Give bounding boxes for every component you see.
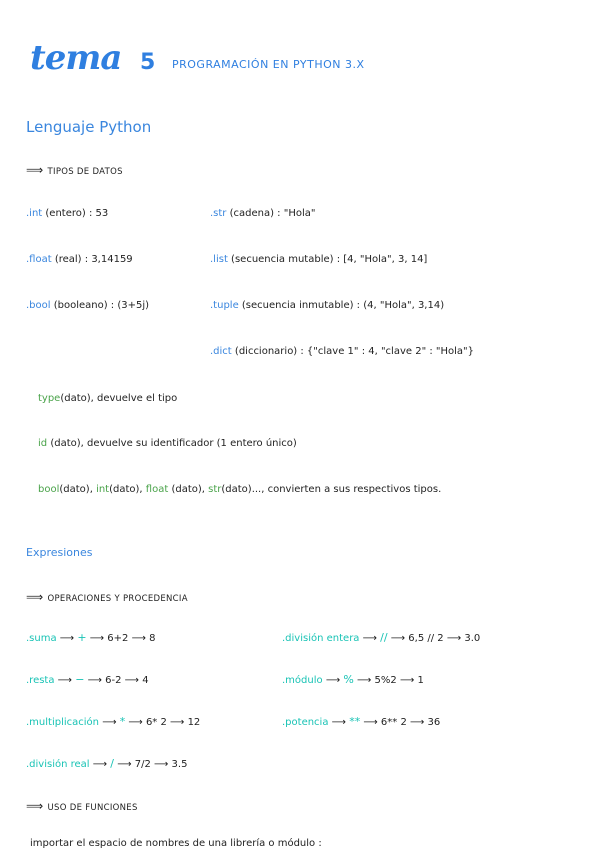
function-name: type — [38, 393, 61, 404]
func-id — [38, 438, 297, 449]
op-division-real — [26, 757, 187, 770]
result: 4 — [142, 675, 149, 686]
function-name: int — [96, 484, 110, 495]
type-float — [26, 254, 133, 265]
func-conversions — [38, 484, 441, 495]
op-multiplicacion — [26, 715, 200, 728]
keyword: .int — [26, 208, 43, 219]
arrow-icon: ⟶ — [410, 717, 425, 728]
result: 3.0 — [464, 633, 481, 644]
page-subtitle: PROGRAMACIÓN EN PYTHON 3.X — [172, 58, 365, 71]
arrow-icon: ⟶ — [92, 759, 108, 770]
type-tuple — [210, 300, 444, 311]
op-suma — [26, 631, 155, 644]
operator-symbol: ** — [349, 715, 361, 728]
func-type — [38, 393, 177, 404]
op-resta — [26, 673, 149, 686]
type-desc: (secuencia mutable) : [4, "Hola", 3, 14] — [227, 254, 428, 265]
arrow-icon: ⟶ — [325, 675, 341, 686]
title-number: 5 — [140, 50, 156, 75]
op-potencia — [282, 715, 440, 728]
title-word: tema — [30, 38, 122, 78]
subheading-label: TIPOS DE DATOS — [47, 167, 123, 177]
type-list — [210, 254, 427, 265]
arrow-icon: ⟶ — [399, 675, 415, 686]
function-name: str — [208, 484, 222, 495]
keyword: .str — [210, 208, 227, 219]
operator-symbol: − — [75, 673, 85, 686]
arrow-icon: ⟶ — [89, 633, 105, 644]
operation-name: .resta — [26, 675, 55, 686]
subheading-tipos — [26, 163, 123, 177]
arrow-icon: ⟶ — [87, 675, 102, 686]
type-desc: (booleano) : (3+5j) — [50, 300, 150, 311]
expression: 6* 2 — [145, 717, 167, 728]
function-name: float — [145, 484, 169, 495]
arrow-icon: ⟶ — [446, 633, 462, 644]
arrow-icon: ⟶ — [131, 633, 146, 644]
operator-symbol: % — [343, 673, 354, 686]
type-desc: (diccionario) : {"clave 1" : 4, "clave 2" : "Hola"} — [231, 346, 475, 357]
function-name: id — [38, 438, 48, 449]
operator-symbol: + — [77, 631, 87, 644]
double-arrow-icon: ⟹ — [26, 163, 44, 177]
type-int — [26, 208, 108, 219]
expression: 6** 2 — [380, 717, 407, 728]
subheading-funciones — [26, 799, 138, 813]
arrow-icon: ⟶ — [154, 759, 169, 770]
type-desc: (entero) : 53 — [42, 208, 109, 219]
arrow-icon: ⟶ — [124, 675, 140, 686]
operation-name: .potencia — [282, 717, 329, 728]
result: 12 — [187, 717, 201, 728]
function-name: bool — [38, 484, 60, 495]
operator-symbol: / — [110, 757, 115, 770]
type-bool — [26, 300, 149, 311]
double-arrow-icon: ⟹ — [26, 799, 44, 813]
expression: 6+2 — [107, 633, 129, 644]
operation-name: .multiplicación — [26, 717, 99, 728]
function-arg: (dato), — [168, 484, 209, 495]
type-desc: (real) : 3,14159 — [51, 254, 133, 265]
subheading-label: USO DE FUNCIONES — [47, 803, 138, 813]
keyword: .float — [26, 254, 52, 265]
op-division-entera — [282, 631, 480, 644]
keyword: .tuple — [210, 300, 239, 311]
operation-name: .módulo — [282, 675, 323, 686]
operation-name: .suma — [26, 633, 57, 644]
function-desc: (dato), devuelve el tipo — [60, 393, 178, 404]
subheading-operaciones — [26, 590, 188, 604]
arrow-icon: ⟶ — [128, 717, 143, 728]
subheading-label: OPERACIONES Y PROCEDENCIA — [47, 594, 188, 604]
keyword: .bool — [26, 300, 51, 311]
section-title-expresiones: Expresiones — [26, 546, 93, 559]
cut-off-line: importar el espacio de nombres de una librería o módulo : — [30, 838, 322, 849]
operator-symbol: // — [380, 631, 388, 644]
expression: 5%2 — [374, 675, 397, 686]
arrow-icon: ⟶ — [363, 717, 378, 728]
arrow-icon: ⟶ — [102, 717, 117, 728]
arrow-icon: ⟶ — [57, 675, 73, 686]
expression: 6,5 // 2 — [408, 633, 444, 644]
result: 3.5 — [171, 759, 188, 770]
operation-name: .división real — [26, 759, 90, 770]
arrow-icon: ⟶ — [390, 633, 406, 644]
function-desc: (dato), devuelve su identificador (1 entero único) — [47, 438, 297, 449]
function-arg: (dato)..., convierten a sus respectivos tipos. — [221, 484, 442, 495]
keyword: .dict — [210, 346, 232, 357]
type-desc: (secuencia inmutable) : (4, "Hola", 3,14) — [238, 300, 445, 311]
op-modulo — [282, 673, 424, 686]
function-arg: (dato), — [59, 484, 97, 495]
type-desc: (cadena) : "Hola" — [226, 208, 316, 219]
arrow-icon: ⟶ — [362, 633, 377, 644]
double-arrow-icon: ⟹ — [26, 590, 44, 604]
result: 1 — [417, 675, 424, 686]
type-dict — [210, 346, 474, 357]
arrow-icon: ⟶ — [331, 717, 346, 728]
arrow-icon: ⟶ — [59, 633, 75, 644]
operation-name: .división entera — [282, 633, 360, 644]
result: 8 — [149, 633, 156, 644]
function-arg: (dato), — [109, 484, 146, 495]
arrow-icon: ⟶ — [117, 759, 132, 770]
result: 36 — [427, 717, 441, 728]
type-str — [210, 208, 315, 219]
keyword: .list — [210, 254, 228, 265]
arrow-icon: ⟶ — [170, 717, 185, 728]
operator-symbol: * — [119, 715, 126, 728]
arrow-icon: ⟶ — [356, 675, 372, 686]
expression: 6-2 — [105, 675, 122, 686]
expression: 7/2 — [134, 759, 151, 770]
section-title-lenguaje: Lenguaje Python — [26, 118, 152, 136]
